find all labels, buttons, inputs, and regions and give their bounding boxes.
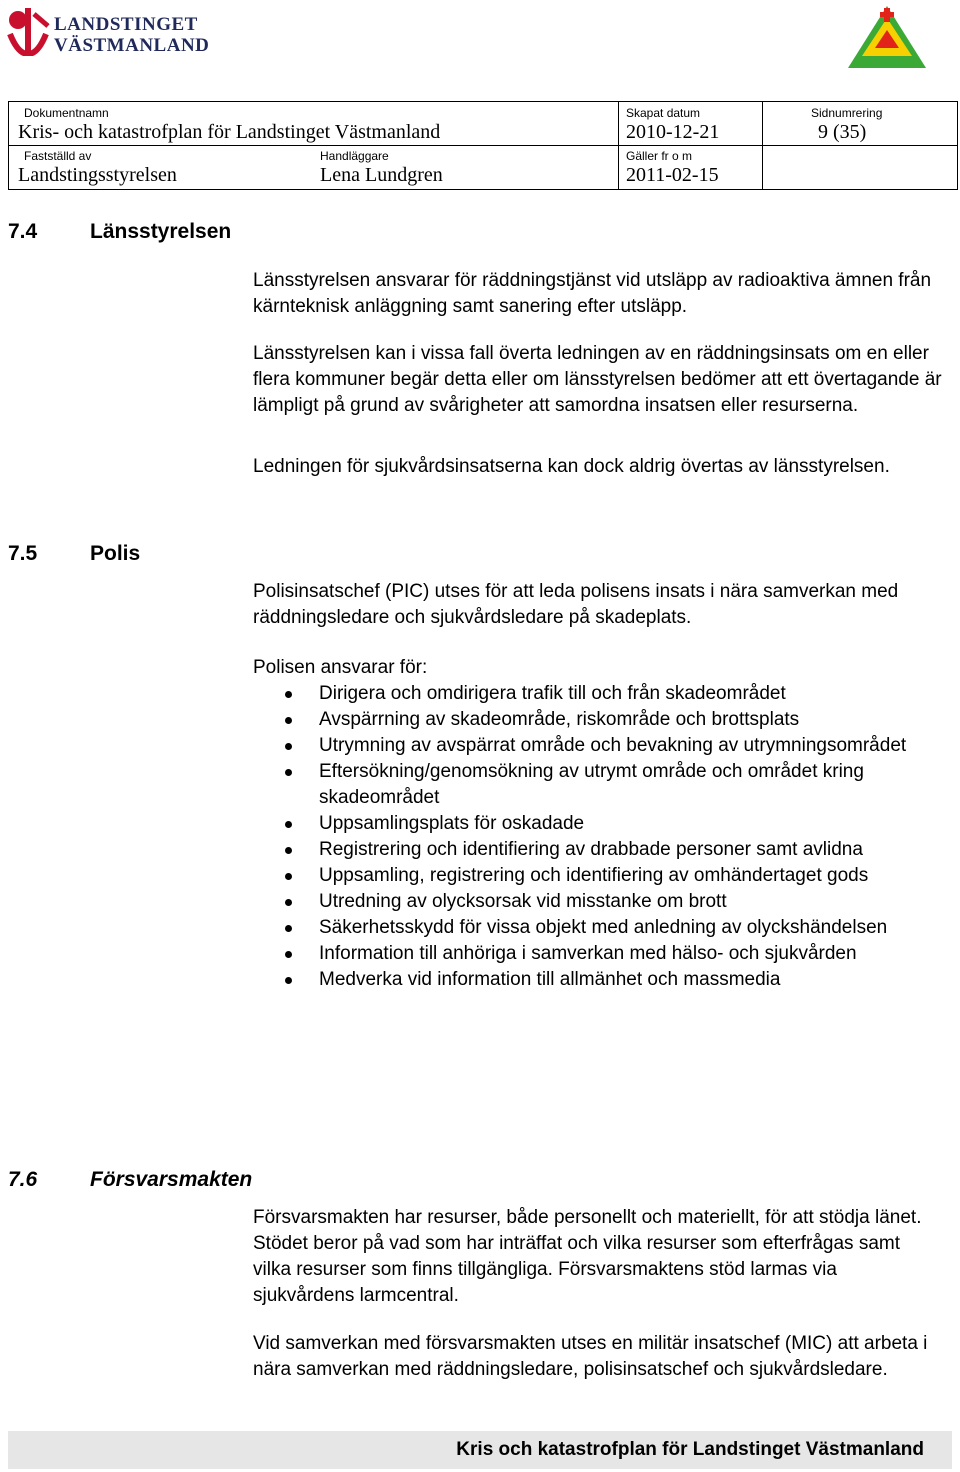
bullet-icon	[285, 977, 292, 984]
dokumentnamn-label: Dokumentnamn	[24, 106, 109, 120]
bullet-icon	[285, 769, 292, 776]
list-item: Information till anhöriga i samverkan med hälso- och sjukvården	[253, 941, 943, 967]
section-title: Länsstyrelsen	[90, 220, 232, 243]
bullet-icon	[285, 847, 292, 854]
handlaggare-value: Lena Lundgren	[320, 164, 443, 186]
faststalld-av-label: Fastställd av	[24, 149, 92, 163]
list-item: Registrering och identifiering av drabbade personer samt avlidna	[253, 837, 943, 863]
dokumentnamn-value: Kris- och katastrofplan för Landstinget Västmanland	[18, 121, 441, 143]
sidnumrering-label: Sidnumrering	[811, 106, 883, 120]
logo-line-2: VÄSTMANLAND	[54, 35, 210, 56]
bullet-icon	[285, 873, 292, 880]
galler-fr-o-m-value: 2011-02-15	[626, 164, 719, 186]
list-item: Medverka vid information till allmänhet och massmedia	[253, 967, 943, 993]
footer-text: Kris och katastrofplan för Landstinget Västmanland	[456, 1439, 924, 1460]
list-item: Utrymning av avspärrat område och bevakning av utrymningsområdet	[253, 733, 943, 759]
bullet-icon	[285, 821, 292, 828]
bullet-icon	[285, 951, 292, 958]
landstinget-emblem-icon	[4, 4, 52, 56]
sidnumrering-value: 9 (35)	[818, 121, 867, 143]
list-item: Avspärrning av skadeområde, riskområde och brottsplats	[253, 707, 943, 733]
section-number: 7.6	[8, 1168, 38, 1191]
list-item: Dirigera och omdirigera trafik till och från skadeområdet	[253, 681, 943, 707]
section-title: Polis	[90, 542, 141, 565]
page-footer	[8, 1431, 952, 1469]
logo-line-1: LANDSTINGET	[54, 14, 198, 35]
section-7-4-paragraph-3: Ledningen för sjukvårdsinsatserna kan dock aldrig övertas av länsstyrelsen.	[253, 456, 890, 477]
section-7-4-heading	[8, 220, 408, 244]
faststalld-av-value: Landstingsstyrelsen	[18, 164, 177, 186]
section-7-4-paragraph-1: Länsstyrelsen ansvarar för räddningstjänst vid utsläpp av radioaktiva ämnen från kärnteknisk anläggning samt sanering efter utsläpp.	[253, 270, 932, 317]
section-7-6-heading	[8, 1168, 408, 1192]
triangle-emblem-icon	[846, 4, 928, 70]
handlaggare-label: Handläggare	[320, 149, 389, 163]
landstinget-logo	[4, 4, 210, 60]
section-7-6-paragraph-1: Försvarsmakten har resurser, både personellt och materiellt, för att stödja länet. Stödet beror på vad som har inträffat och vilka resurser som efterfrågas samt vilka resurser som finns tillgängliga. Försvarsmaktens stöd larmas via sjukvårdens larmcentral.	[253, 1207, 922, 1306]
section-7-5-paragraph-1: Polisinsatschef (PIC) utses för att leda polisens insats i nära samverkan med räddningsledare och sjukvårdsledare på skadeplats.	[253, 581, 899, 628]
bullet-icon	[285, 925, 292, 932]
list-item: Uppsamlingsplats för oskadade	[253, 811, 943, 837]
section-title: Försvarsmakten	[90, 1168, 253, 1191]
bullet-icon	[285, 717, 292, 724]
galler-fr-o-m-label: Gäller fr o m	[626, 149, 693, 163]
section-7-6-paragraph-2: Vid samverkan med försvarsmakten utses en militär insatschef (MIC) att arbeta i nära samverkan med räddningsledare, polisinsatschef och sjukvårdsledare.	[253, 1333, 928, 1380]
list-item: Uppsamling, registrering och identifiering av omhändertaget gods	[253, 863, 943, 889]
list-item: Säkerhetsskydd för vissa objekt med anledning av olyckshändelsen	[253, 915, 943, 941]
bullet-icon	[285, 743, 292, 750]
list-item: Eftersökning/genomsökning av utrymt område och området kring skadeområdet	[253, 759, 943, 811]
section-number: 7.5	[8, 542, 38, 565]
list-item: Utredning av olycksorsak vid misstanke om brott	[253, 889, 943, 915]
section-number: 7.4	[8, 220, 38, 243]
polisen-ansvarar-intro: Polisen ansvarar för:	[253, 657, 428, 678]
section-7-5-heading	[8, 542, 408, 566]
bullet-icon	[285, 691, 292, 698]
section-7-4-paragraph-2: Länsstyrelsen kan i vissa fall överta ledningen av en räddningsinsats om en eller flera kommuner begär detta eller om länsstyrelsen bedömer att ett övertagande är lämpligt på grund av svårigheter att samordna insatsen eller resurserna.	[253, 343, 942, 416]
skapat-datum-label: Skapat datum	[626, 106, 701, 120]
skapat-datum-value: 2010-12-21	[626, 121, 720, 143]
safety-triangle-logo	[846, 4, 928, 70]
bullet-icon	[285, 899, 292, 906]
polisen-ansvar-list	[253, 681, 943, 993]
